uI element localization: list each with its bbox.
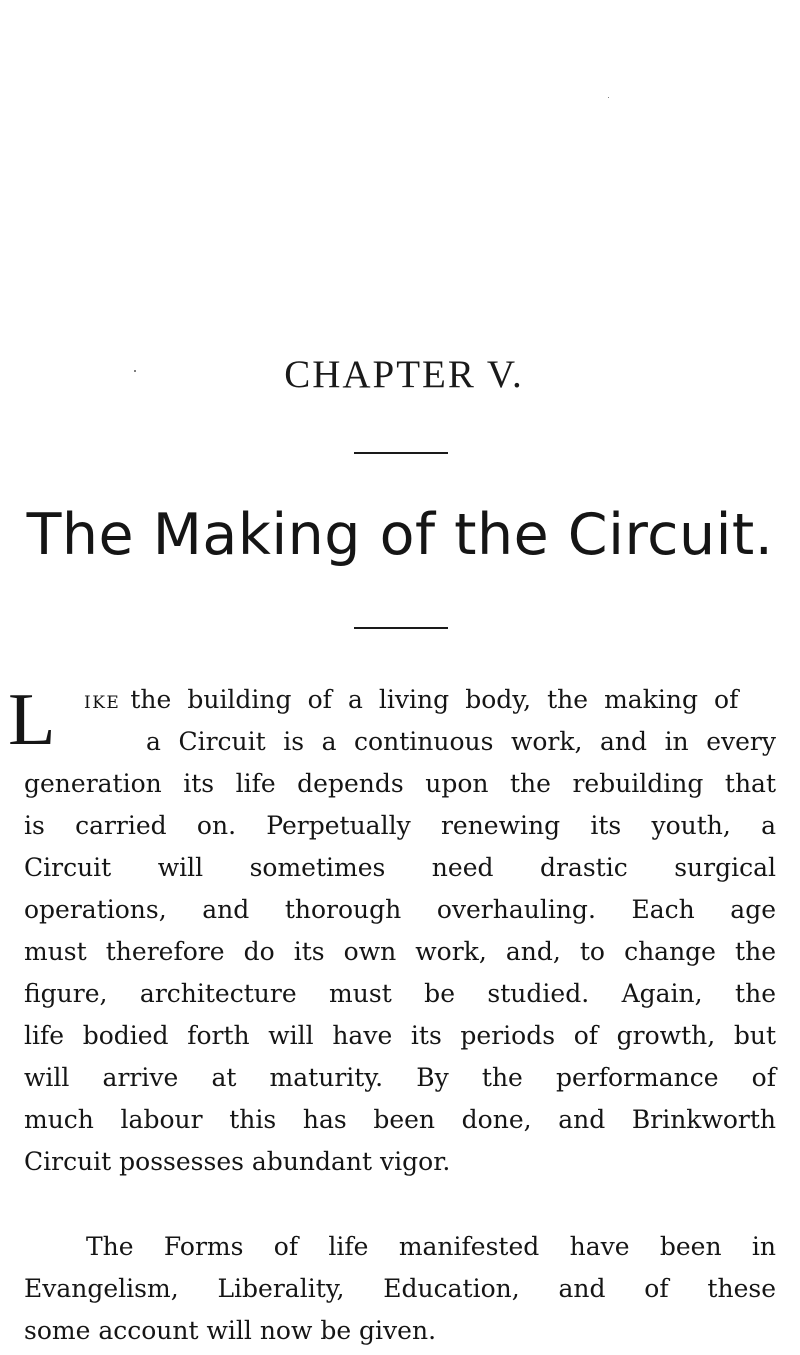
paragraph-line: operations, and thorough overhauling. Each age: [24, 895, 776, 924]
paragraph-line: must therefore do its own work, and, to change the: [24, 937, 776, 966]
paragraph-line: figure, architecture must be studied. Again, the: [24, 979, 776, 1008]
paragraph-line: much labour this has been done, and Brinkworth: [24, 1105, 776, 1134]
divider-rule-top: [354, 452, 448, 454]
divider-rule-bottom: [354, 627, 448, 629]
paragraph-line: is carried on. Perpetually renewing its youth, a: [24, 811, 776, 840]
paragraph-line: [24, 679, 776, 721]
paragraph-line: some account will now be given.: [24, 1316, 437, 1345]
paragraph-1: [24, 679, 776, 1183]
paper-speck: [608, 97, 609, 98]
paragraph-line: Circuit will sometimes need drastic surgical: [24, 853, 776, 882]
paragraph-line: will arrive at maturity. By the performance of: [24, 1063, 776, 1092]
drop-cap-letter: L: [8, 677, 56, 761]
paragraph-line: Evangelism, Liberality, Education, and of these: [24, 1274, 776, 1303]
paragraph-line: The Forms of life manifested have been in: [86, 1232, 776, 1261]
small-caps-text: IKE: [84, 693, 121, 713]
paragraph-line: generation its life depends upon the rebuilding that: [24, 769, 776, 798]
chapter-title: The Making of the Circuit.: [26, 502, 774, 568]
chapter-label: CHAPTER V.: [284, 353, 524, 396]
paragraph-line: life bodied forth will have its periods of growth, but: [24, 1021, 776, 1050]
paragraph-2: [24, 1226, 776, 1352]
line-text: the building of a living body, the making of: [130, 685, 739, 714]
paragraph-line: Circuit possesses abundant vigor.: [24, 1147, 451, 1176]
paragraph-line: a Circuit is a continuous work, and in every: [146, 727, 776, 756]
